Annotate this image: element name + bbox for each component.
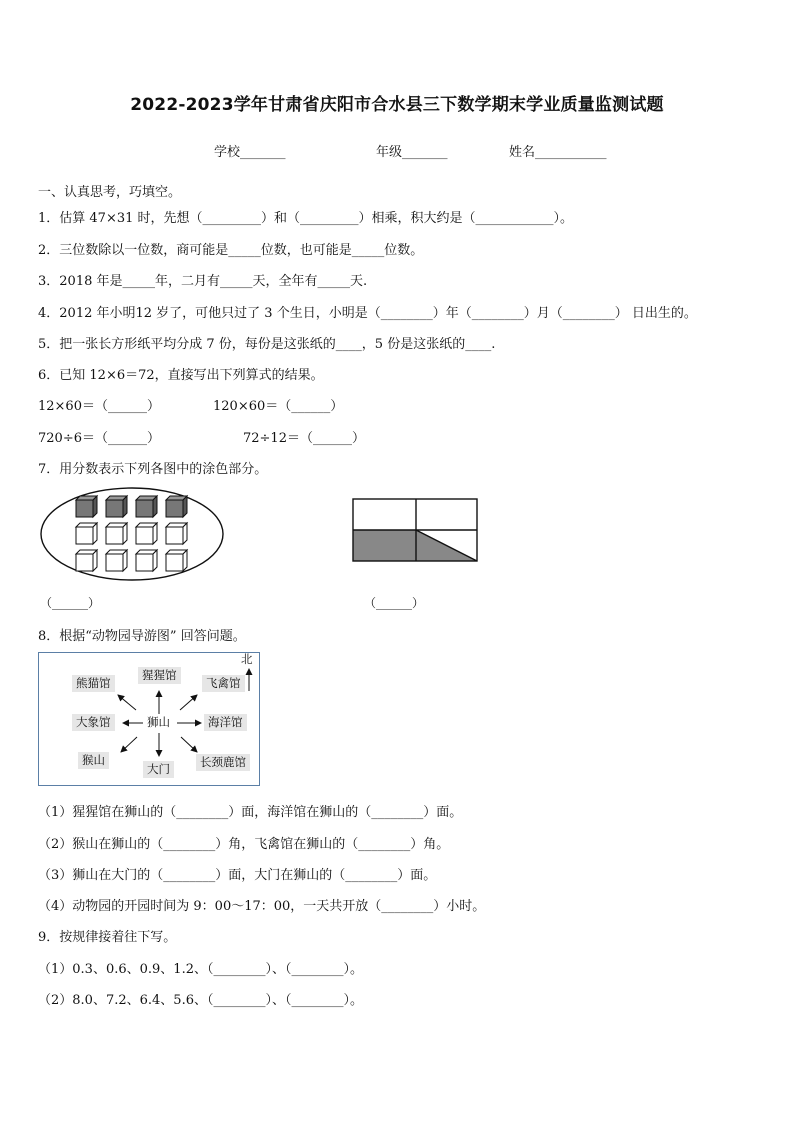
cubes-ellipse-figure — [38, 484, 228, 584]
cube — [76, 523, 97, 544]
cube — [166, 550, 187, 571]
ocean-hall: 海洋馆 — [204, 714, 247, 731]
name-field[interactable]: 姓名___________ — [509, 145, 607, 160]
cube — [76, 550, 97, 571]
question-3: 3．2018 年是_____年，二月有_____天，全年有_____天. — [38, 274, 368, 289]
cube — [106, 550, 127, 571]
bird-hall: 飞禽馆 — [202, 675, 245, 692]
shaded-left-cell — [353, 530, 416, 561]
q8-sub-2: （2）猴山在狮山的（________）角，飞禽馆在狮山的（________）角。 — [38, 837, 450, 852]
question-8: 8．根据“动物园导游图” 回答问题。 — [38, 629, 246, 644]
q6-item-c: 720÷6＝（______） — [38, 431, 160, 446]
question-6: 6．已知 12×6＝72，直接写出下列算式的结果。 — [38, 368, 324, 383]
q6-item-b: 120×60＝（______） — [213, 399, 344, 414]
cube — [136, 550, 157, 571]
giraffe-hall: 长颈鹿馆 — [196, 754, 250, 771]
cube — [166, 523, 187, 544]
monkey-hill: 猴山 — [78, 752, 109, 769]
school-field[interactable]: 学校_______ — [214, 145, 286, 160]
cube — [136, 523, 157, 544]
question-9: 9．按规律接着往下写。 — [38, 930, 177, 945]
q8-sub-3: （3）狮山在大门的（________）面，大门在狮山的（________）面。 — [38, 868, 437, 883]
section-heading: 一、认真思考，巧填空。 — [38, 185, 182, 200]
lion-hill: 狮山 — [147, 715, 170, 729]
q8-sub-4: （4）动物园的开园时间为 9：00～17：00，一天共开放（________）小时。 — [38, 899, 486, 914]
q7-answer-right[interactable]: （______） — [364, 596, 425, 610]
grade-field[interactable]: 年级_______ — [376, 145, 448, 160]
panda-hall: 熊猫馆 — [72, 675, 115, 692]
rectangle-figure — [350, 496, 482, 566]
main-gate: 大门 — [143, 761, 174, 778]
shaded-cube — [166, 496, 187, 517]
question-4: 4．2012 年小明12 岁了，可他只过了 3 个生日，小明是（________）年（________）月（________） 日出生的。 — [38, 306, 697, 321]
question-5: 5．把一张长方形纸平均分成 7 份，每份是这张纸的____，5 份是这张纸的____. — [38, 337, 496, 352]
q7-answer-left[interactable]: （______） — [40, 596, 101, 610]
zoo-map — [38, 652, 260, 786]
north-label: 北 — [241, 652, 253, 666]
shaded-cube — [136, 496, 157, 517]
q6-item-d: 72÷12＝（______） — [243, 431, 365, 446]
shaded-cube — [76, 496, 97, 517]
question-1: 1．估算 47×31 时，先想（_________）和（_________）相乘，积大约是（____________）。 — [38, 211, 574, 226]
elephant-hall: 大象馆 — [72, 714, 115, 731]
page-title: 2022-2023学年甘肃省庆阳市合水县三下数学期末学业质量监测试题 — [130, 95, 664, 115]
q6-item-a: 12×60＝（______） — [38, 399, 160, 414]
cube — [106, 523, 127, 544]
question-7: 7．用分数表示下列各图中的涂色部分。 — [38, 462, 268, 477]
orangutan-hall: 猩猩馆 — [138, 667, 181, 684]
q9-sub-1: （1）0.3、0.6、0.9、1.2、（________）、（________）。 — [38, 962, 363, 977]
q8-sub-1: （1）猩猩馆在狮山的（________）面，海洋馆在狮山的（________）面。 — [38, 805, 463, 820]
question-2: 2．三位数除以一位数，商可能是_____位数，也可能是_____位数。 — [38, 243, 424, 258]
q9-sub-2: （2）8.0、7.2、6.4、5.6、（________）、（________）。 — [38, 993, 363, 1008]
shaded-cube — [106, 496, 127, 517]
